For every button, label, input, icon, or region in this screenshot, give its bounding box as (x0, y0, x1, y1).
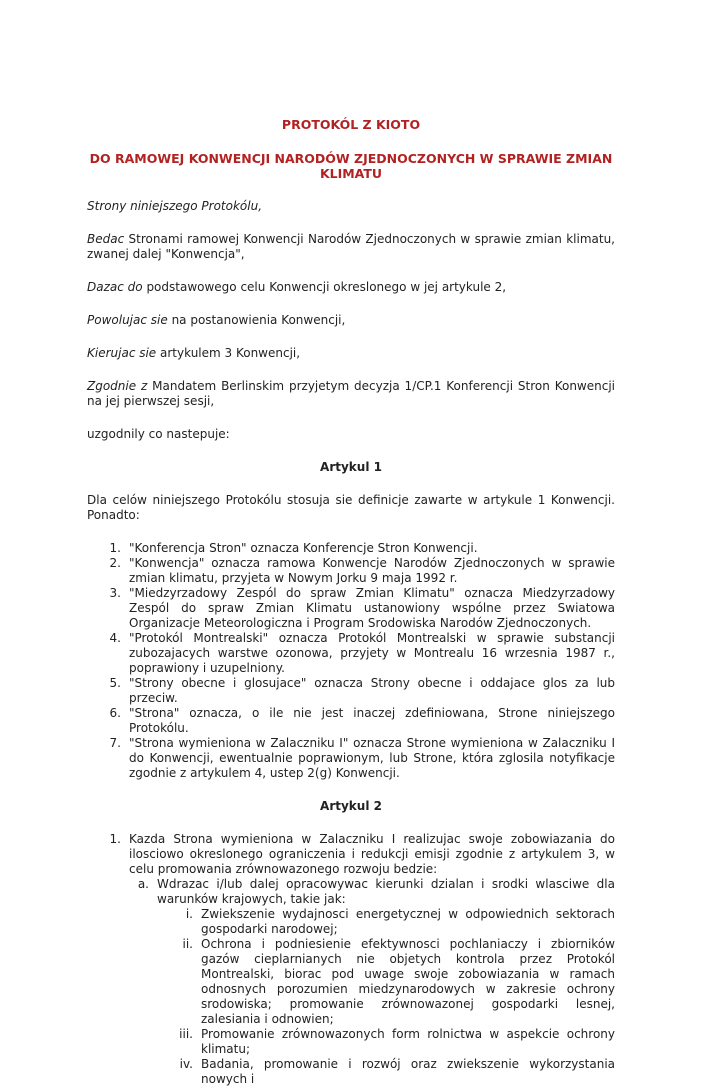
sub-item-letter: a. (137, 877, 149, 891)
preamble-text: na postanowienia Konwencji, (167, 313, 346, 327)
list-item (87, 736, 615, 781)
sub-list-item (129, 877, 615, 1087)
roman-list-item (157, 907, 615, 937)
item-text: "Strony obecne i glosujace" oznacza Strony obecne i oddajace glos za lub przeciw. (129, 676, 615, 705)
roman-item-text: Badania, promowanie i rozwój oraz zwiekszenie wykorzystania nowych i (201, 1057, 615, 1086)
roman-numeral: i. (185, 907, 193, 921)
article-1-heading: Artykul 1 (320, 460, 382, 474)
preamble-lead: Dazac do (87, 280, 143, 294)
list-item (87, 706, 615, 736)
roman-list-item (157, 1057, 615, 1087)
definitions-list (87, 541, 615, 781)
preamble-lead: Zgodnie z (87, 379, 148, 393)
preamble-lead: Strony niniejszego Protokólu, (87, 199, 263, 213)
roman-list (157, 907, 615, 1087)
preamble-lead: Kierujac sie (87, 346, 157, 360)
item-number: 7. (109, 736, 121, 750)
item-number: 4. (109, 631, 121, 645)
list-item (87, 586, 615, 631)
item-text: "Strona wymieniona w Zalaczniku I" oznacza Strone wymieniona w Zalaczniku I do Konwencji, ewentualnie poprawionym, lub Strone, która zglosila notyfikacje zgodnie z artykulem 4, ustep 2(g) Konwencji. (129, 736, 615, 780)
preamble-paragraph (87, 313, 615, 328)
item-text: "Strona" oznacza, o ile nie jest inaczej zdefiniowana, Strone niniejszego Protokólu. (129, 706, 615, 735)
roman-item-text: Ochrona i podniesienie efektywnosci pochlaniaczy i zbiorników gazów cieplarnianych nie objetych kontrola przez Protokól Montrealski, biorac pod uwage swoje zobowiazania w ramach odnosnych porozumien miedzynarodowych w zakresie ochrony srodowiska; promowanie zrównowazonej gospodarki lesnej, zalesiania i odnowien; (201, 937, 615, 1026)
list-item (87, 541, 615, 556)
item-number: 6. (109, 706, 121, 720)
item-text: "Miedzyrzadowy Zespól do spraw Zmian Klimatu" oznacza Miedzyrzadowy Zespól do spraw Zmian Klimatu ustanowiony wspólne przez Swiatowa Organizacje Meteorologiczna i Program Srodowiska Narodów Zjednoczonych. (129, 586, 615, 630)
preamble-paragraph (87, 280, 615, 295)
preamble-text: podstawowego celu Konwencji okreslonego w jej artykule 2, (142, 280, 507, 294)
document-subtitle: DO RAMOWEJ KONWENCJI NARODÓW ZJEDNOCZONYCH W SPRAWIE ZMIAN KLIMATU (89, 151, 613, 181)
preamble-paragraph (87, 199, 615, 214)
article-2-heading: Artykul 2 (320, 799, 382, 813)
preamble-text: Stronami ramowej Konwencji Narodów Zjednoczonych w sprawie zmian klimatu, zwanej dalej "Konwencja", (87, 232, 615, 261)
preamble-paragraph (87, 346, 615, 361)
preamble-paragraph (87, 232, 615, 262)
list-item (87, 832, 615, 1087)
item-text: "Konwencja" oznacza ramowa Konwencje Narodów Zjednoczonych w sprawie zmian klimatu, przyjeta w Nowym Jorku 9 maja 1992 r. (129, 556, 615, 585)
sub-list (129, 877, 615, 1087)
item-number: 1. (109, 832, 121, 846)
roman-list-item (157, 1027, 615, 1057)
item-text: Kazda Strona wymieniona w Zalaczniku I realizujac swoje zobowiazania do ilosciowo okreslonego ograniczenia i redukcji emisji zgodnie z artykulem 3, w celu promowania zrównowazonego rozwoju bedzie: (129, 832, 615, 876)
preamble-text: artykulem 3 Konwencji, (156, 346, 301, 360)
preamble-lead: Powolujac sie (87, 313, 168, 327)
list-item (87, 676, 615, 706)
article-1-intro: Dla celów niniejszego Protokólu stosuja sie definicje zawarte w artykule 1 Konwencji. Ponadto: (87, 493, 615, 522)
roman-numeral: ii. (182, 937, 193, 951)
sub-item-text: Wdrazac i/lub dalej opracowywac kierunki dzialan i srodki wlasciwe dla warunków krajowych, takie jak: (157, 877, 615, 906)
roman-item-text: Promowanie zrównowazonych form rolnictwa w aspekcie ochrony klimatu; (201, 1027, 615, 1056)
item-number: 2. (109, 556, 121, 570)
roman-item-text: Zwiekszenie wydajnosci energetycznej w odpowiednich sektorach gospodarki narodowej; (201, 907, 615, 936)
item-number: 1. (109, 541, 121, 555)
preamble-paragraph (87, 379, 615, 409)
preamble-text: Mandatem Berlinskim przyjetym decyzja 1/CP.1 Konferencji Stron Konwencji na jej pierwszej sesji, (87, 379, 615, 408)
document-page (87, 117, 615, 1087)
preamble-lead: Bedac (87, 232, 125, 246)
roman-numeral: iii. (179, 1027, 193, 1041)
list-item (87, 556, 615, 586)
roman-numeral: iv. (179, 1057, 193, 1071)
list-item (87, 631, 615, 676)
roman-list-item (157, 937, 615, 1027)
article-2-list (87, 832, 615, 1087)
agreed-statement: uzgodnily co nastepuje: (87, 427, 230, 441)
item-text: "Protokól Montrealski" oznacza Protokól Montrealski w sprawie substancji zubozajacych warstwe ozonowa, przyjety w Montrealu 16 wrzesnia 1987 r., poprawiony i uzupelniony. (129, 631, 615, 675)
item-number: 3. (109, 586, 121, 600)
item-number: 5. (109, 676, 121, 690)
item-text: "Konferencja Stron" oznacza Konferencje Stron Konwencji. (129, 541, 478, 555)
document-title: PROTOKÓL Z KIOTO (281, 117, 421, 132)
